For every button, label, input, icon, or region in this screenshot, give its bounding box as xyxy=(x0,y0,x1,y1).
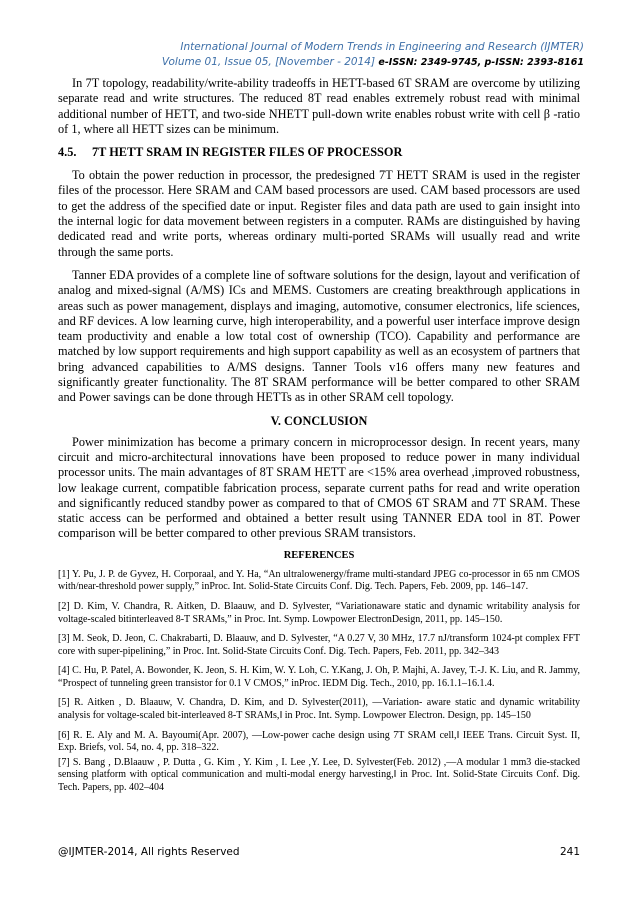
conclusion-heading: V. CONCLUSION xyxy=(270,413,368,428)
journal-volume: Volume 01, Issue 05, [November - 2014] xyxy=(161,56,376,68)
section-number: 4.5. xyxy=(58,145,77,160)
footer-copyright: @IJMTER-2014, All rights Reserved xyxy=(58,846,240,858)
journal-issn: e-ISSN: 2349-9745, p-ISSN: 2393-8161 xyxy=(378,57,584,68)
reference-item: [5] R. Aitken , D. Blaauw, V. Chandra, D. Kim, and D. Sylvester(2011), ―Variation- aware static and dynamic writability analysis for voltage-scaled bit-interleaved 8-T SRAMs,‖ in Proc. Int. Symp. Lowpower Electron. Design, pp. 145–150 xyxy=(58,697,580,722)
reference-item: [3] M. Seok, D. Jeon, C. Chakrabarti, D. Blaauw, and D. Sylvester, “A 0.27 V, 30 MHz, 17.7 nJ/transform 1024-pt complex FFT core with super-pipelining,” in Proc. Int. Solid-State Circuits Conf. Dig. Tech. Papers, Feb. 2011, pp. 342–343 xyxy=(58,633,580,657)
page-footer xyxy=(58,846,580,858)
conclusion-paragraph: Power minimization has become a primary concern in microprocessor design. In recent years, many circuit and micro-architectural innovations have been proposed to reduce power in many individual processor units. The main advantages of 8T SRAM HETT are <15% area overhead ,improved robustness, low leakage current, compatible fabrication process, separate current paths for read and write operation and significantly reduced standby power as compared to that of CMOS 6T SRAM and 7T SRAM. These static access can be performed and obtained a better result using TANNER EDA tool in 8T. Power comparison will be better compared to other previous SRAM transistors. xyxy=(58,434,580,541)
journal-volume-line xyxy=(162,55,584,70)
section-title: 7T HETT SRAM IN REGISTER FILES OF PROCESSOR xyxy=(92,145,403,160)
section-paragraph-2: Tanner EDA provides of a complete line of software solutions for the design, layout and verification of analog and mixed-signal (A/MS) ICs and MEMS. Customers are creating breakthrough applications in areas such as power management, displays and imaging, automotive, consumer electronics, life sciences, and RF devices. A low learning curve, high interoperability, and a powerful user interface improve design team productivity and enable a low total cost of ownership (TCO). Capability and performance are matched by low support requirements and high support capability as well as an ecosystem of partners that bring advanced capabilities to A/MS designs. Tanner Tools v16 offers many new features and significantly greater functionality. The 8T SRAM performance will be better compared to other SRAM and Power savings can be done through HETTs as in other SRAM cell topology. xyxy=(58,267,580,405)
section-heading xyxy=(58,145,580,160)
reference-item: [1] Y. Pu, J. P. de Gyvez, H. Corporaal, and Y. Ha, “An ultralowenergy/frame multi-standard JPEG co-processor in 65 nm CMOS with/near-threshold power supply,” inProc. Int. Solid-State Circuits Conf. Dig. Tech. Papers, Feb. 2009, pp. 146–147. xyxy=(58,568,580,593)
references-list xyxy=(58,569,580,795)
reference-item: [4] C. Hu, P. Patel, A. Bowonder, K. Jeon, S. H. Kim, W. Y. Loh, C. Y.Kang, J. Oh, P. Majhi, A. Javey, T.-J. K. Liu, and R. Jammy, “Prospect of tunneling green transistor for 0.1 V CMOS,” inProc. IEDM Dig. Tech., 2010, pp. 16.1.1–16.1.4. xyxy=(58,665,580,689)
intro-paragraph: In 7T topology, readability/write-ability tradeoffs in HETT-based 6T SRAM are overcome by utilizing separate read and write structures. The reduced 8T read enables extremely robust read with minimal additional number of HETT, and two-side NHETT pull-down write enables robust write with cell β -ratio of 1, where all HETT sizes can be minimum. xyxy=(58,76,580,136)
journal-header xyxy=(162,40,584,70)
article-body xyxy=(58,76,580,802)
reference-item: [7] S. Bang , D.Blaauw , P. Dutta , G. Kim , Y. Kim , I. Lee ,Y. Lee, D. Sylvester(Feb. 2012) ,―A modular 1 mm3 die-stacked sensing platform with optical communication and multi-modal energy harvesting,‖ in Proc. Int. Solid-State Circuits Conf. Dig. Tech. Papers, pp. 402–404 xyxy=(58,756,580,794)
page-number: 241 xyxy=(559,846,580,858)
references-heading: REFERENCES xyxy=(283,549,355,561)
section-paragraph-1: To obtain the power reduction in processor, the predesigned 7T HETT SRAM is used in the register files of the processor. Here SRAM and CAM based processors are used. CAM based processors are used to get the address of the specified date or input. Register files and data path are used to gain insight into the internal logic for data movement between registers in a computer. RAMs are distinguished by having dedicated read and write ports, whereas ordinary multi-ported SRAMs will usually read and write through the same ports. xyxy=(58,168,580,259)
journal-title: International Journal of Modern Trends in Engineering and Research (IJMTER) xyxy=(180,41,584,53)
reference-item: [6] R. E. Aly and M. A. Bayoumi(Apr. 2007), ―Low-power cache design using 7T SRAM cell,‖ IEEE Trans. Circuit Syst. II, Exp. Briefs, vol. 54, no. 4, pp. 318–322. xyxy=(58,729,580,754)
reference-item: [2] D. Kim, V. Chandra, R. Aitken, D. Blaauw, and D. Sylvester, “Variationaware static and dynamic writability analysis for voltage-scaled bitinterleaved 8-T SRAMs,” in Proc. Int. Symp. Lowpower ElectronDesign, 2011, pp. 145–150. xyxy=(58,600,580,625)
